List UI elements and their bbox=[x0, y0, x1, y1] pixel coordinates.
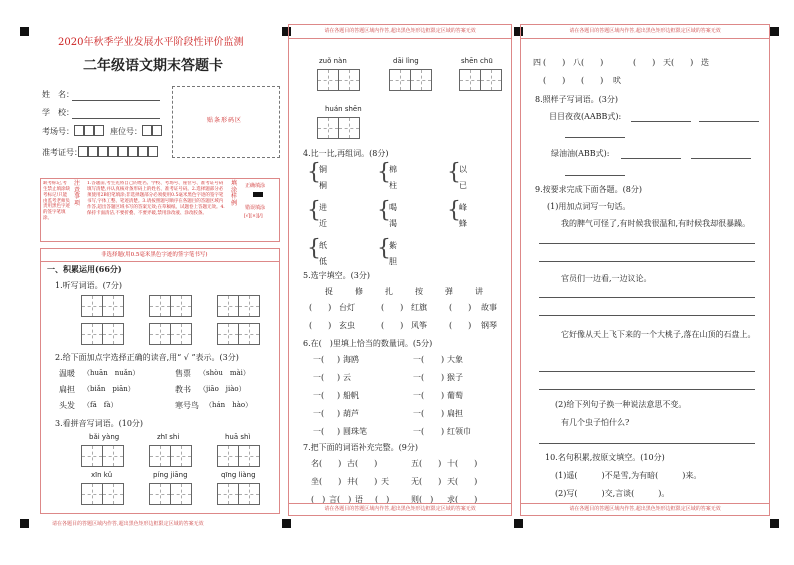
section1-title: 一、积累运用(66分) bbox=[47, 264, 122, 274]
q7-char: 求 bbox=[447, 495, 455, 504]
registration-mark bbox=[514, 519, 523, 528]
q6-prefix: 一( bbox=[313, 409, 325, 418]
q2-options[interactable]: （jiāo jiào） bbox=[199, 385, 246, 393]
exam-room-label: 考场号： bbox=[42, 127, 74, 136]
seat-label: 座位号： bbox=[110, 127, 142, 136]
q7-blank[interactable]: ( ) bbox=[355, 459, 378, 468]
writing-grid[interactable] bbox=[217, 483, 239, 505]
q6-close: ) bbox=[337, 427, 341, 436]
notice-title: 注意事项 bbox=[74, 180, 81, 207]
q7-blank[interactable]: ( ) bbox=[581, 58, 604, 67]
q7-blank[interactable]: ( ) bbox=[543, 58, 566, 67]
q2-word: 寒号鸟 bbox=[175, 401, 199, 410]
writing-grid[interactable] bbox=[338, 69, 360, 91]
q8-answer-line[interactable] bbox=[621, 158, 681, 159]
registration-mark bbox=[770, 27, 779, 36]
q5-word: 故事 bbox=[481, 303, 497, 312]
q5-title: 5.选字填空。(3分) bbox=[303, 271, 370, 280]
registration-mark bbox=[282, 519, 291, 528]
writing-instruction: 非选择题(用0.5毫米黑色字迹的签字笔书写) bbox=[101, 252, 208, 258]
q3-pinyin: píng jiāng bbox=[153, 471, 188, 479]
q2-word: 扁担 bbox=[59, 385, 75, 394]
writing-grid[interactable] bbox=[102, 483, 124, 505]
q5-blank[interactable]: ( ) bbox=[309, 321, 332, 330]
q2-title: 2.给下面加点字选择正确的读音,用“ √ ”表示。(3分) bbox=[55, 353, 239, 362]
q7-char: 坐 bbox=[311, 477, 319, 486]
notice-area bbox=[40, 178, 280, 242]
q6-word: 葫芦 bbox=[343, 409, 359, 418]
q7-char: 四 bbox=[533, 58, 541, 67]
q7-char: 天 bbox=[447, 477, 455, 486]
q8-answer-line[interactable] bbox=[631, 121, 691, 122]
writing-grid[interactable] bbox=[480, 69, 502, 91]
brace: { bbox=[377, 236, 391, 261]
writing-grid[interactable] bbox=[170, 295, 192, 317]
brace: { bbox=[447, 198, 461, 223]
fill-correct-label: 正确填涂 bbox=[245, 183, 266, 189]
fill-wrong-sample: [√][×][/] bbox=[244, 214, 263, 219]
exam-room-box[interactable] bbox=[84, 125, 94, 136]
q5-char: 讲 bbox=[475, 287, 483, 296]
q7-blank[interactable]: ( ) bbox=[543, 76, 566, 85]
writing-grid[interactable] bbox=[149, 445, 171, 467]
q7-blank[interactable]: ( ) bbox=[419, 459, 442, 468]
q7-char: 语 bbox=[355, 495, 363, 504]
fill-correct-sample bbox=[253, 192, 263, 197]
q6-word: 猴子 bbox=[447, 373, 463, 382]
writing-grid[interactable] bbox=[389, 69, 411, 91]
q5-blank[interactable]: ( ) bbox=[449, 303, 472, 312]
q2-word: 头发 bbox=[59, 401, 75, 410]
registration-mark bbox=[20, 27, 29, 36]
middle-footer-notice: 请在各题目的答题区域内作答,超出黑色矩形边框限定区域的答案无效 bbox=[289, 503, 511, 515]
id-no-box[interactable] bbox=[78, 146, 88, 157]
q4-char: 低 bbox=[319, 257, 327, 266]
q7-blank[interactable]: ( ) bbox=[355, 477, 378, 486]
q4-title: 4.比一比,再组词。(8分) bbox=[303, 149, 389, 158]
q10-title: 10.名句积累,按原文填空。(10分) bbox=[545, 453, 665, 462]
q4-char: 铜 bbox=[319, 165, 327, 174]
q8-title: 8.照样子写词语。(3分) bbox=[535, 95, 618, 104]
writing-grid[interactable] bbox=[317, 69, 339, 91]
q7-blank[interactable]: ( ) bbox=[633, 58, 656, 67]
q6-word: 船帆 bbox=[343, 391, 359, 400]
writing-grid[interactable] bbox=[238, 295, 260, 317]
q7-blank[interactable]: ( ) bbox=[319, 459, 342, 468]
q4-char: 进 bbox=[319, 203, 327, 212]
q2-word: 售票 bbox=[175, 369, 191, 378]
q4-char: 纸 bbox=[319, 241, 327, 250]
q5-char: 修 bbox=[355, 287, 363, 296]
q8-answer-line[interactable] bbox=[565, 175, 625, 176]
writing-grid[interactable] bbox=[217, 445, 239, 467]
q6-prefix: 一( bbox=[413, 409, 425, 418]
q6-close: ) bbox=[337, 355, 341, 364]
q6-word: 云 bbox=[343, 373, 351, 382]
q7-blank[interactable]: ( ) bbox=[455, 459, 478, 468]
q6-close: ) bbox=[337, 391, 341, 400]
q6-prefix: 一( bbox=[413, 427, 425, 436]
q9-part1: (1)用加点词写一句话。 bbox=[547, 202, 631, 211]
id-no-box[interactable] bbox=[98, 146, 108, 157]
main-title: 二年级语文期末答题卡 bbox=[83, 58, 223, 74]
id-no-box[interactable] bbox=[118, 146, 128, 157]
q4-char: 峰 bbox=[459, 203, 467, 212]
q10-line1[interactable]: (1)遥( )不是雪,为有暗( )来。 bbox=[555, 471, 702, 480]
q3-pinyin: huā shì bbox=[225, 433, 251, 441]
middle-header-notice: 请在各题目的答题区域内作答,超出黑色矩形边框限定区域的答案无效 bbox=[289, 25, 511, 39]
fill-sample-title: 填涂样例 bbox=[231, 180, 238, 207]
q9-sentence3: 它好像从天上飞下来的一个大桃子,落在山顶的石盘上。 bbox=[561, 330, 756, 339]
seat-box[interactable] bbox=[142, 125, 152, 136]
writing-grid[interactable] bbox=[217, 323, 239, 345]
registration-mark bbox=[770, 519, 779, 528]
q7-char: 十 bbox=[447, 459, 455, 468]
q5-word: 玄虫 bbox=[339, 321, 355, 330]
q7-blank[interactable]: ( ) bbox=[311, 495, 326, 504]
q7-char: 天 bbox=[663, 58, 671, 67]
q5-blank[interactable]: ( ) bbox=[449, 321, 472, 330]
q9-sentence1: 我的脾气可怪了,有时候我很温和,有时候我却很暴躁。 bbox=[561, 219, 751, 228]
writing-grid[interactable] bbox=[81, 445, 103, 467]
pinyin-label: dāi lìng bbox=[393, 57, 419, 65]
q5-word: 台灯 bbox=[339, 303, 355, 312]
q7-blank[interactable]: ( ) bbox=[455, 495, 478, 504]
writing-grid[interactable] bbox=[170, 445, 192, 467]
q2-options[interactable]: （biǎn piān） bbox=[83, 385, 135, 393]
middle-panel bbox=[288, 24, 512, 516]
right-header-notice: 请在各题目的答题区域内作答,超出黑色矩形边框限定区域的答案无效 bbox=[521, 25, 769, 39]
q4-char: 蜂 bbox=[459, 219, 467, 228]
writing-grid[interactable] bbox=[102, 323, 124, 345]
q4-char: 已 bbox=[459, 181, 467, 190]
name-label: 姓 名： bbox=[42, 90, 74, 99]
q4-char: 以 bbox=[459, 165, 467, 174]
id-no-box[interactable] bbox=[148, 146, 158, 157]
writing-grid[interactable] bbox=[81, 295, 103, 317]
fill-wrong-label: 错误填涂 bbox=[245, 205, 266, 211]
q6-word: 扁担 bbox=[447, 409, 463, 418]
q6-word: 大象 bbox=[447, 355, 463, 364]
right-footer-notice: 请在各题目的答题区域内作答,超出黑色矩形边框限定区域的答案无效 bbox=[521, 503, 769, 515]
brace: { bbox=[307, 198, 321, 223]
q7-char: 则 bbox=[411, 495, 419, 504]
q7-blank[interactable]: ( ) bbox=[319, 477, 342, 486]
q3-title: 3.看拼音写词语。(10分) bbox=[55, 419, 144, 428]
writing-grid[interactable] bbox=[102, 295, 124, 317]
q9-answer-line[interactable] bbox=[539, 243, 755, 244]
q4-char: 近 bbox=[319, 219, 327, 228]
q9-part2: (2)给下列句子换一种说法意思不变。 bbox=[555, 400, 687, 409]
writing-grid[interactable] bbox=[238, 483, 260, 505]
q6-word: 葡萄 bbox=[447, 391, 463, 400]
writing-grid[interactable] bbox=[338, 117, 360, 139]
pinyin-label: shēn chū bbox=[461, 57, 493, 65]
q8-answer-line[interactable] bbox=[691, 158, 751, 159]
q5-word: 风筝 bbox=[411, 321, 427, 330]
q5-blank[interactable]: ( ) bbox=[381, 303, 404, 312]
q3-pinyin: zhī shi bbox=[157, 433, 180, 441]
q2-word: 教书 bbox=[175, 385, 191, 394]
q7-char: 吠 bbox=[613, 76, 621, 85]
writing-grid[interactable] bbox=[149, 323, 171, 345]
q7-char: 天 bbox=[381, 477, 389, 486]
name-field[interactable] bbox=[72, 100, 160, 101]
q6-prefix: 一( bbox=[313, 355, 325, 364]
q4-char: 渴 bbox=[389, 219, 397, 228]
id-no-box[interactable] bbox=[108, 146, 118, 157]
writing-grid[interactable] bbox=[102, 445, 124, 467]
q4-char: 棉 bbox=[389, 165, 397, 174]
writing-grid[interactable] bbox=[81, 323, 103, 345]
q4-char: 柱 bbox=[389, 181, 397, 190]
school-field[interactable] bbox=[72, 118, 160, 119]
q7-char: 言 bbox=[329, 495, 337, 504]
id-no-label: 准考证号： bbox=[42, 148, 82, 157]
left-footer-notice: 请在各题目的答题区域内作答,超出黑色矩形边框限定区域的答案无效 bbox=[52, 521, 204, 527]
q4-char: 紫 bbox=[389, 241, 397, 250]
q5-blank[interactable]: ( ) bbox=[381, 321, 404, 330]
exam-top-title: 2020年秋季学业发展水平阶段性评价监测 bbox=[58, 37, 244, 48]
writing-grid[interactable] bbox=[149, 295, 171, 317]
notice-text: 1.答题前,考生先将自己的姓名、学校、考场号、座位号、准考证号码填写清楚,并认真核对条形码上的姓名、准考证号码。2.选择题部分必须使用2B铅笔填涂;非选择题部分必须使用0.5毫米黑色字迹的签字笔书写,字体工整、笔迹清楚。3.请按照题号顺序在各题目的答题区域内作答,超出答题区域书写的答案无效;在草稿纸、试题卷上答题无效。4.保持卡面清洁,不要折叠、不要弄破,禁用涂改液、涂改胶条。 bbox=[87, 181, 225, 217]
seat-box[interactable] bbox=[152, 125, 162, 136]
left-panel bbox=[38, 24, 280, 527]
q9-answer-line[interactable] bbox=[539, 261, 755, 262]
brace: { bbox=[307, 160, 321, 185]
q5-word: 红旗 bbox=[411, 303, 427, 312]
q7-blank[interactable]: ( ) bbox=[671, 58, 694, 67]
q6-close: ) bbox=[337, 409, 341, 418]
q6-close: ) bbox=[441, 373, 445, 382]
q7-title: 7.把下面的词语补充完整。(9分) bbox=[303, 443, 418, 452]
writing-grid[interactable] bbox=[238, 323, 260, 345]
q7-blank[interactable]: ( ) bbox=[419, 495, 434, 504]
q8-answer-line[interactable] bbox=[565, 137, 625, 138]
q8-b-label: 绿油油(ABB式): bbox=[551, 149, 610, 158]
q9-sentence2: 官员们一边看,一边议论。 bbox=[561, 274, 652, 283]
q2-options[interactable]: （shòu mài） bbox=[199, 369, 250, 377]
q2-options[interactable]: （fā fà） bbox=[83, 401, 118, 409]
q8-answer-line[interactable] bbox=[699, 121, 759, 122]
q7-char: 名 bbox=[311, 459, 319, 468]
q1-title: 1.听写词语。(7分) bbox=[55, 281, 122, 290]
writing-grid[interactable] bbox=[238, 445, 260, 467]
q3-pinyin: qīng liàng bbox=[221, 471, 256, 479]
writing-grid[interactable] bbox=[410, 69, 432, 91]
q5-char: 扎 bbox=[385, 287, 393, 296]
absent-mark-note: 缺考标记,考生禁止填涂缺考标记!只能由监考老师负责用黑色字迹的签字笔填涂。 bbox=[43, 181, 70, 222]
q7-blank[interactable]: ( ) bbox=[581, 76, 604, 85]
barcode-area: 贴条形码区 bbox=[172, 86, 280, 158]
q6-title: 6.在( )里填上恰当的数量词。(5分) bbox=[303, 339, 433, 348]
q6-prefix: 一( bbox=[313, 373, 325, 382]
writing-grid[interactable] bbox=[459, 69, 481, 91]
q6-word: 红领巾 bbox=[447, 427, 471, 436]
exam-room-box[interactable] bbox=[74, 125, 84, 136]
q6-close: ) bbox=[441, 427, 445, 436]
q7-blank[interactable]: ( ) bbox=[419, 477, 442, 486]
q9-sentence4: 有几个虫子怕什么? bbox=[561, 418, 630, 427]
q6-word: 海鸥 bbox=[343, 355, 359, 364]
writing-grid[interactable] bbox=[149, 483, 171, 505]
q10-line2[interactable]: (2)写( )交,言谈( )。 bbox=[555, 489, 670, 498]
exam-room-box[interactable] bbox=[94, 125, 104, 136]
q6-prefix: 一( bbox=[413, 391, 425, 400]
q7-blank[interactable]: ( ) bbox=[455, 477, 478, 486]
writing-grid[interactable] bbox=[81, 483, 103, 505]
q2-options[interactable]: （huān nuǎn） bbox=[83, 369, 140, 377]
q4-char: 胆 bbox=[389, 257, 397, 266]
q2-word: 温暖 bbox=[59, 369, 75, 378]
q5-char: 捉 bbox=[325, 287, 333, 296]
q4-char: 喝 bbox=[389, 203, 397, 212]
pinyin-label: zuǒ nàn bbox=[319, 57, 347, 65]
q7-char: 八 bbox=[573, 58, 581, 67]
q8-a-label: 目目夜夜(AABB式): bbox=[549, 112, 622, 121]
q6-prefix: 一( bbox=[413, 355, 425, 364]
q5-word: 钢琴 bbox=[481, 321, 497, 330]
q6-close: ) bbox=[441, 409, 445, 418]
q7-char: 无 bbox=[411, 477, 419, 486]
q9-answer-line[interactable] bbox=[539, 443, 755, 444]
registration-mark bbox=[20, 519, 29, 528]
q7-char: 迭 bbox=[701, 58, 709, 67]
q3-pinyin: bǎi yàng bbox=[89, 433, 120, 441]
writing-grid[interactable] bbox=[317, 117, 339, 139]
q6-close: ) bbox=[337, 373, 341, 382]
brace: { bbox=[377, 160, 391, 185]
brace: { bbox=[377, 198, 391, 223]
q6-word: 圆珠笔 bbox=[343, 427, 367, 436]
q7-blank[interactable]: ( ) bbox=[375, 495, 390, 504]
q4-char: 桐 bbox=[319, 181, 327, 190]
q5-blank[interactable]: ( ) bbox=[309, 303, 332, 312]
pinyin-label: huán shēn bbox=[325, 105, 362, 113]
q6-prefix: 一( bbox=[313, 391, 325, 400]
q9-answer-line[interactable] bbox=[539, 389, 755, 390]
q9-answer-line[interactable] bbox=[539, 371, 755, 372]
q6-prefix: 一( bbox=[313, 427, 325, 436]
answer-frame bbox=[40, 248, 280, 514]
q5-char: 按 bbox=[415, 287, 423, 296]
q7-blank[interactable]: ( ) bbox=[337, 495, 352, 504]
q9-title: 9.按要求完成下面各题。(8分) bbox=[535, 185, 642, 194]
brace: { bbox=[447, 160, 461, 185]
q9-answer-line[interactable] bbox=[539, 315, 755, 316]
writing-grid[interactable] bbox=[170, 323, 192, 345]
writing-grid[interactable] bbox=[170, 483, 192, 505]
right-panel bbox=[520, 24, 770, 516]
q7-char: 五 bbox=[411, 459, 419, 468]
q7-char: 古 bbox=[347, 459, 355, 468]
q3-pinyin: xīn kǔ bbox=[91, 471, 113, 479]
q5-char: 弹 bbox=[445, 287, 453, 296]
id-no-box[interactable] bbox=[138, 146, 148, 157]
q7-char: 井 bbox=[347, 477, 355, 486]
writing-grid[interactable] bbox=[217, 295, 239, 317]
divider bbox=[41, 261, 279, 262]
id-no-box[interactable] bbox=[128, 146, 138, 157]
q6-close: ) bbox=[441, 355, 445, 364]
q6-prefix: 一( bbox=[413, 373, 425, 382]
id-no-box[interactable] bbox=[88, 146, 98, 157]
school-label: 学 校： bbox=[42, 108, 74, 117]
q9-answer-line[interactable] bbox=[539, 297, 755, 298]
brace: { bbox=[307, 236, 321, 261]
q6-close: ) bbox=[441, 391, 445, 400]
q2-options[interactable]: （hán hào） bbox=[205, 401, 253, 409]
